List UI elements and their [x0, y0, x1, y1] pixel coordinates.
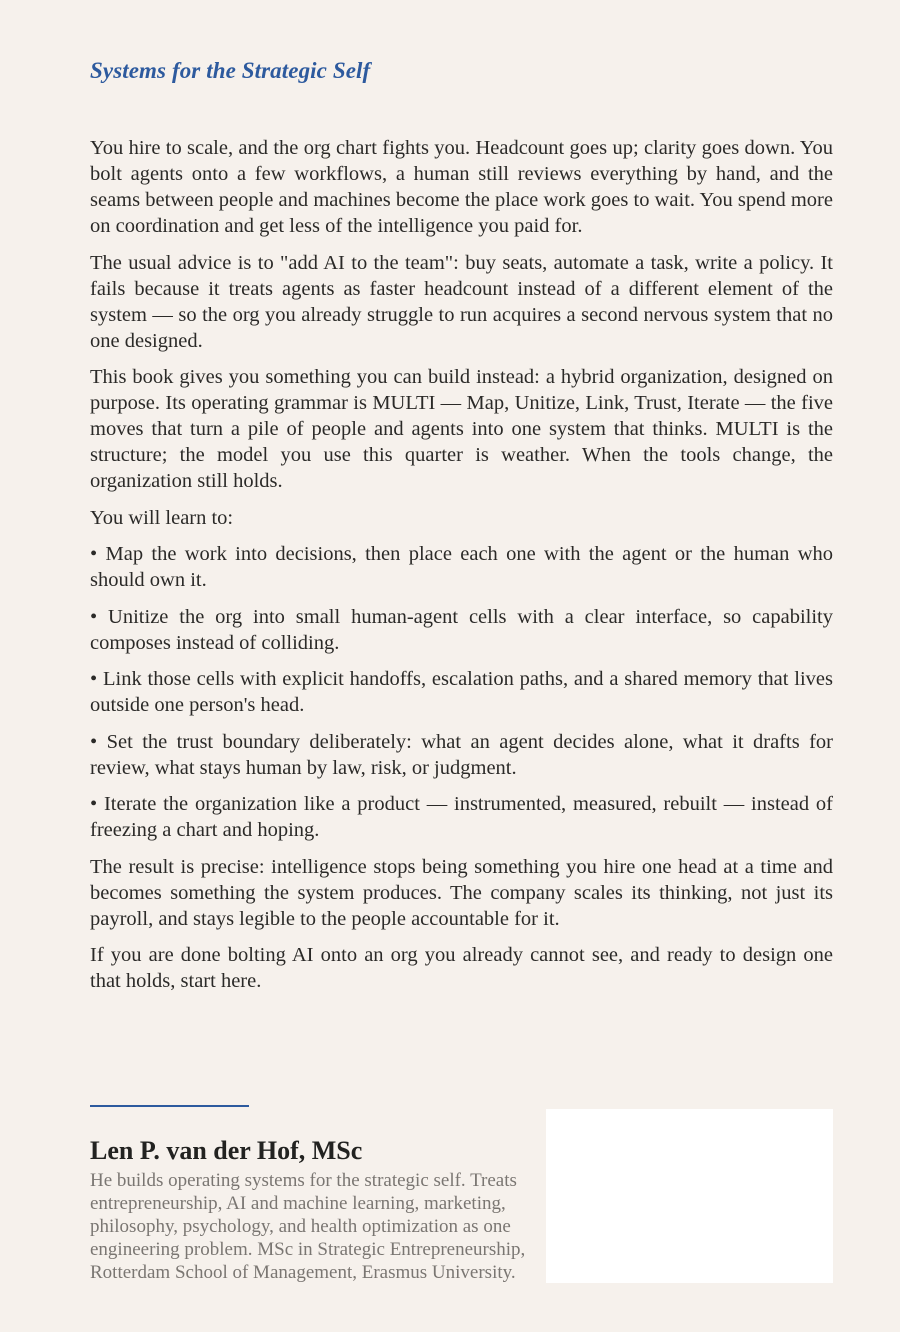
closing-call-to-action: If you are done bolting AI onto an org you already cannot see, and ready to design one that holds, start here. — [90, 944, 833, 992]
author-photo-placeholder — [546, 1109, 833, 1283]
blurb-paragraph: You hire to scale, and the org chart fights you. Headcount goes up; clarity goes down. You bolt agents onto a few workflows, a human still reviews everything by hand, and the seams between people and machines become the place work goes to wait. You spend more on coordination and get less of the intelligence you paid for. — [90, 137, 833, 237]
author-bio: He builds operating systems for the strategic self. Treats entrepreneurship, AI and machine learning, marketing, philosophy, psychology, and health optimization as one engineering problem. MSc in Strategic Entrepreneurship, Rotterdam School of Management, Erasmus University. — [90, 1170, 526, 1283]
bullet-item-trust: • Set the trust boundary deliberately: what an agent decides alone, what it drafts for review, what stays human by law, risk, or judgment. — [90, 730, 833, 779]
bullet-item-link: • Link those cells with explicit handoffs, escalation paths, and a shared memory that lives outside one person's head. — [90, 668, 833, 716]
bullet-item-map: • Map the work into decisions, then place each one with the agent or the human who should own it. — [90, 543, 833, 591]
bullet-item-iterate: • Iterate the organization like a product — instrumented, measured, rebuilt — instead of freezing a chart and hoping. — [90, 793, 833, 841]
learn-intro: You will learn to: — [90, 506, 234, 529]
series-title: Systems for the Strategic Self — [90, 58, 371, 83]
back-cover-blurb — [90, 135, 833, 1005]
blurb-paragraph: The usual advice is to "add AI to the team": buy seats, automate a task, write a policy. It fails because it treats agents as faster headcount instead of a different element of the system — so the org you already struggle to run acquires a second nervous system that no one designed. — [90, 251, 833, 352]
accent-divider — [90, 1105, 249, 1107]
bullet-item-unitize: • Unitize the org into small human-agent cells with a clear interface, so capability composes instead of colliding. — [90, 605, 833, 654]
closing-paragraph: The result is precise: intelligence stops being something you hire one head at a time and becomes something the system produces. The company scales its thinking, not just its payroll, and stays legible to the people accountable for it. — [90, 855, 833, 930]
author-name: Len P. van der Hof, MSc — [90, 1136, 363, 1165]
blurb-paragraph: This book gives you something you can build instead: a hybrid organization, designed on purpose. Its operating grammar is MULTI — Map, Unitize, Link, Trust, Iterate — the five moves that turn a pile of people and agents into one system that thinks. MULTI is the structure; the model you use this quarter is weather. When the tools change, the organization still holds. — [90, 366, 833, 492]
